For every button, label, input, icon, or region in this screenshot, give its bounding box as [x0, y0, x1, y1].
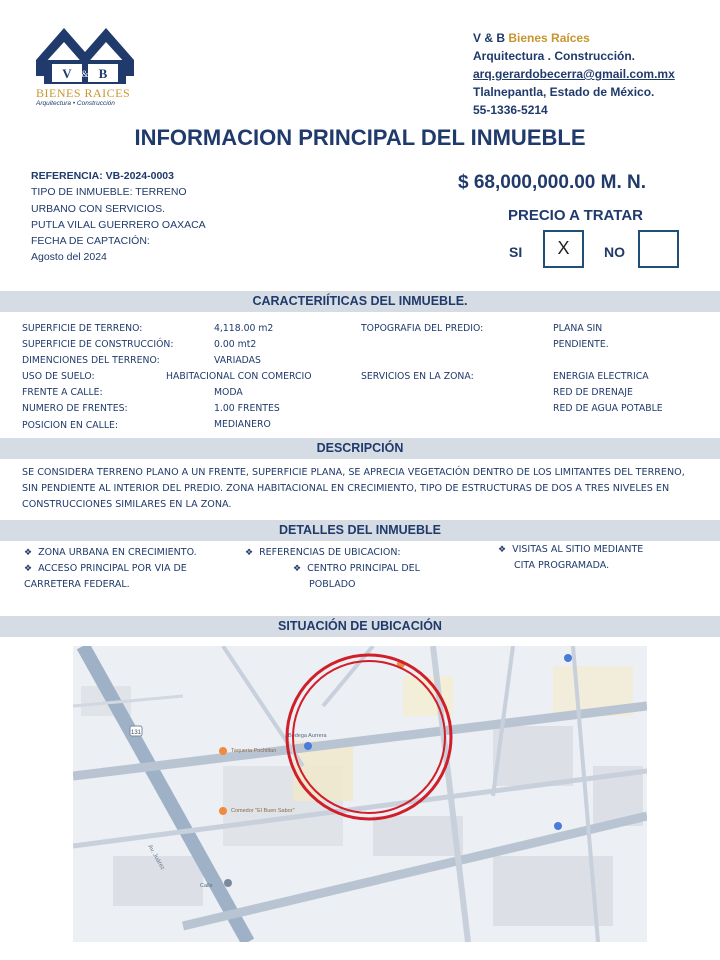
brand-prefix: V & B [473, 31, 506, 45]
diamond-bullet-icon: ❖ [293, 564, 302, 574]
features-header: CARACTERIÍTICAS DEL INMUEBLE. [0, 291, 720, 312]
svg-text:&: & [81, 69, 89, 79]
page-title: INFORMACION PRINCIPAL DEL INMUEBLE [134, 125, 586, 150]
detail-item: ACCESO PRINCIPAL POR VIA DE [38, 563, 187, 574]
service-item: RED DE AGUA POTABLE [553, 403, 663, 415]
detail-subitem: CENTRO PRINCIPAL DEL [307, 563, 420, 574]
capture-label: FECHA DE CAPTACIÓN: [31, 235, 150, 248]
features-values-a [214, 321, 273, 369]
street-label: Av. Juárez [146, 844, 166, 872]
surface-build-value: 0.00 mt2 [214, 339, 257, 351]
brand-subtitle: Arquitectura . Construcción. [473, 49, 636, 63]
svg-text:V: V [62, 66, 72, 81]
reference-code: REFERENCIA: VB-2024-0003 [31, 170, 174, 182]
price: $ 68,000,000.00 M. N. [458, 172, 647, 193]
topography-value [553, 321, 609, 353]
details-col-1 [24, 545, 197, 593]
email-link[interactable]: arq.gerardobecerra@gmail.com.mx [473, 67, 675, 81]
detail-item-cont: CITA PROGRAMADA. [514, 560, 610, 571]
position-value: MEDIANERO [214, 419, 271, 431]
brand-line [473, 29, 675, 47]
description-text: SE CONSIDERA TERRENO PLANO A UN FRENTE, SUPERFICIE PLANA, SE APRECIA VEGETACIÓN DENTRO DE LOS LIMITANTES DEL TERRENO, SIN PENDIENTE AL INTERIOR DEL PREDIO. ZONA HABITACIONAL EN CRECIMIENTO, TIPO DE ESTRUCTURAS DE DOS A TRES NIVELES EN CONSTRUCCIONES SIMILARES EN LA ZONA. [22, 467, 685, 510]
property-type: TIPO DE INMUEBLE: TERRENO [31, 186, 187, 199]
detail-item: VISITAS AL SITIO MEDIANTE [512, 544, 644, 555]
map-canvas [73, 646, 647, 942]
fronts-label: NUMERO DE FRENTES: [22, 403, 128, 415]
details-col-3 [498, 542, 643, 574]
details-col-2 [245, 545, 420, 593]
service-item: RED DE DRENAJE [553, 387, 633, 399]
reference-block [31, 168, 246, 266]
location-map[interactable] [73, 646, 647, 942]
place-label: Bodega Aurrera [288, 733, 327, 739]
dimensions-value: VARIADAS [214, 355, 261, 367]
detail-item: REFERENCIAS DE UBICACION: [259, 547, 401, 558]
diamond-bullet-icon: ❖ [24, 548, 33, 558]
brand-suffix: Bienes Raíces [508, 31, 590, 45]
place-label: Taqueria Pochitlan [231, 748, 277, 754]
property-place: PUTLA VILAL GUERRERO OAXACA [31, 218, 206, 231]
street-front-label: FRENTE A CALLE: [22, 387, 103, 399]
topography-label: TOPOGRAFIA DEL PREDIO: [361, 323, 484, 334]
location-text: Tlalnepantla, Estado de México. [473, 85, 655, 99]
contact-block [473, 29, 675, 119]
property-type-cont: URBANO CON SERVICIOS. [31, 202, 165, 215]
place-label: Calle [200, 883, 213, 889]
diamond-bullet-icon: ❖ [245, 548, 254, 558]
no-checkbox[interactable] [638, 230, 679, 268]
diamond-bullet-icon: ❖ [498, 545, 507, 555]
description-header: DESCRIPCIÓN [0, 438, 720, 459]
topography-value-2: PENDIENTE. [553, 339, 609, 351]
negotiable-label: PRECIO A TRATAR [508, 207, 643, 224]
si-label: SI [509, 244, 523, 260]
surface-land-label: SUPERFICIE DE TERRENO: [22, 323, 143, 334]
service-item: ENERGIA ELECTRICA [553, 371, 649, 382]
detail-item: ZONA URBANA EN CRECIMIENTO. [38, 547, 197, 558]
capture-date: Agosto del 2024 [31, 251, 107, 264]
logo-tagline: Arquitectura • Construcción [36, 100, 115, 107]
place-label: Comedor "El Buen Sabor" [231, 808, 295, 814]
no-label: NO [604, 244, 625, 260]
surface-land-value: 4,118.00 m2 [214, 323, 274, 334]
street-front-value: MODA [214, 387, 243, 398]
detail-item-cont: CARRETERA FEDERAL. [24, 579, 130, 590]
logo-text [36, 86, 146, 107]
logo-name: BIENES RAICES [36, 86, 131, 100]
detail-subitem-cont: POBLADO [309, 579, 356, 590]
features-labels [22, 321, 174, 434]
dimensions-label: DIMENCIONES DEL TERRENO: [22, 355, 160, 367]
land-use-label: USO DE SUELO: [22, 371, 95, 383]
location-header: SITUACIÓN DE UBICACIÓN [0, 616, 720, 637]
land-use-value: HABITACIONAL CON COMERCIO [166, 371, 312, 382]
route-shield-label: 131 [130, 730, 142, 736]
topography-value-1: PLANA SIN [553, 323, 603, 334]
services-list [553, 369, 663, 417]
position-label: POSICION EN CALLE: [22, 419, 119, 431]
surface-build-label: SUPERFICIE DE CONSTRUCCIÓN: [22, 339, 174, 351]
diamond-bullet-icon: ❖ [24, 564, 33, 574]
details-header: DETALLES DEL INMUEBLE [0, 520, 720, 541]
svg-text:B: B [98, 66, 108, 81]
si-checkbox[interactable]: X [543, 230, 584, 268]
phone-text: 55-1336-5214 [473, 103, 548, 117]
fronts-value: 1.00 FRENTES [214, 403, 280, 415]
services-label: SERVICIOS EN LA ZONA: [361, 371, 474, 382]
features-values-b [214, 385, 280, 433]
